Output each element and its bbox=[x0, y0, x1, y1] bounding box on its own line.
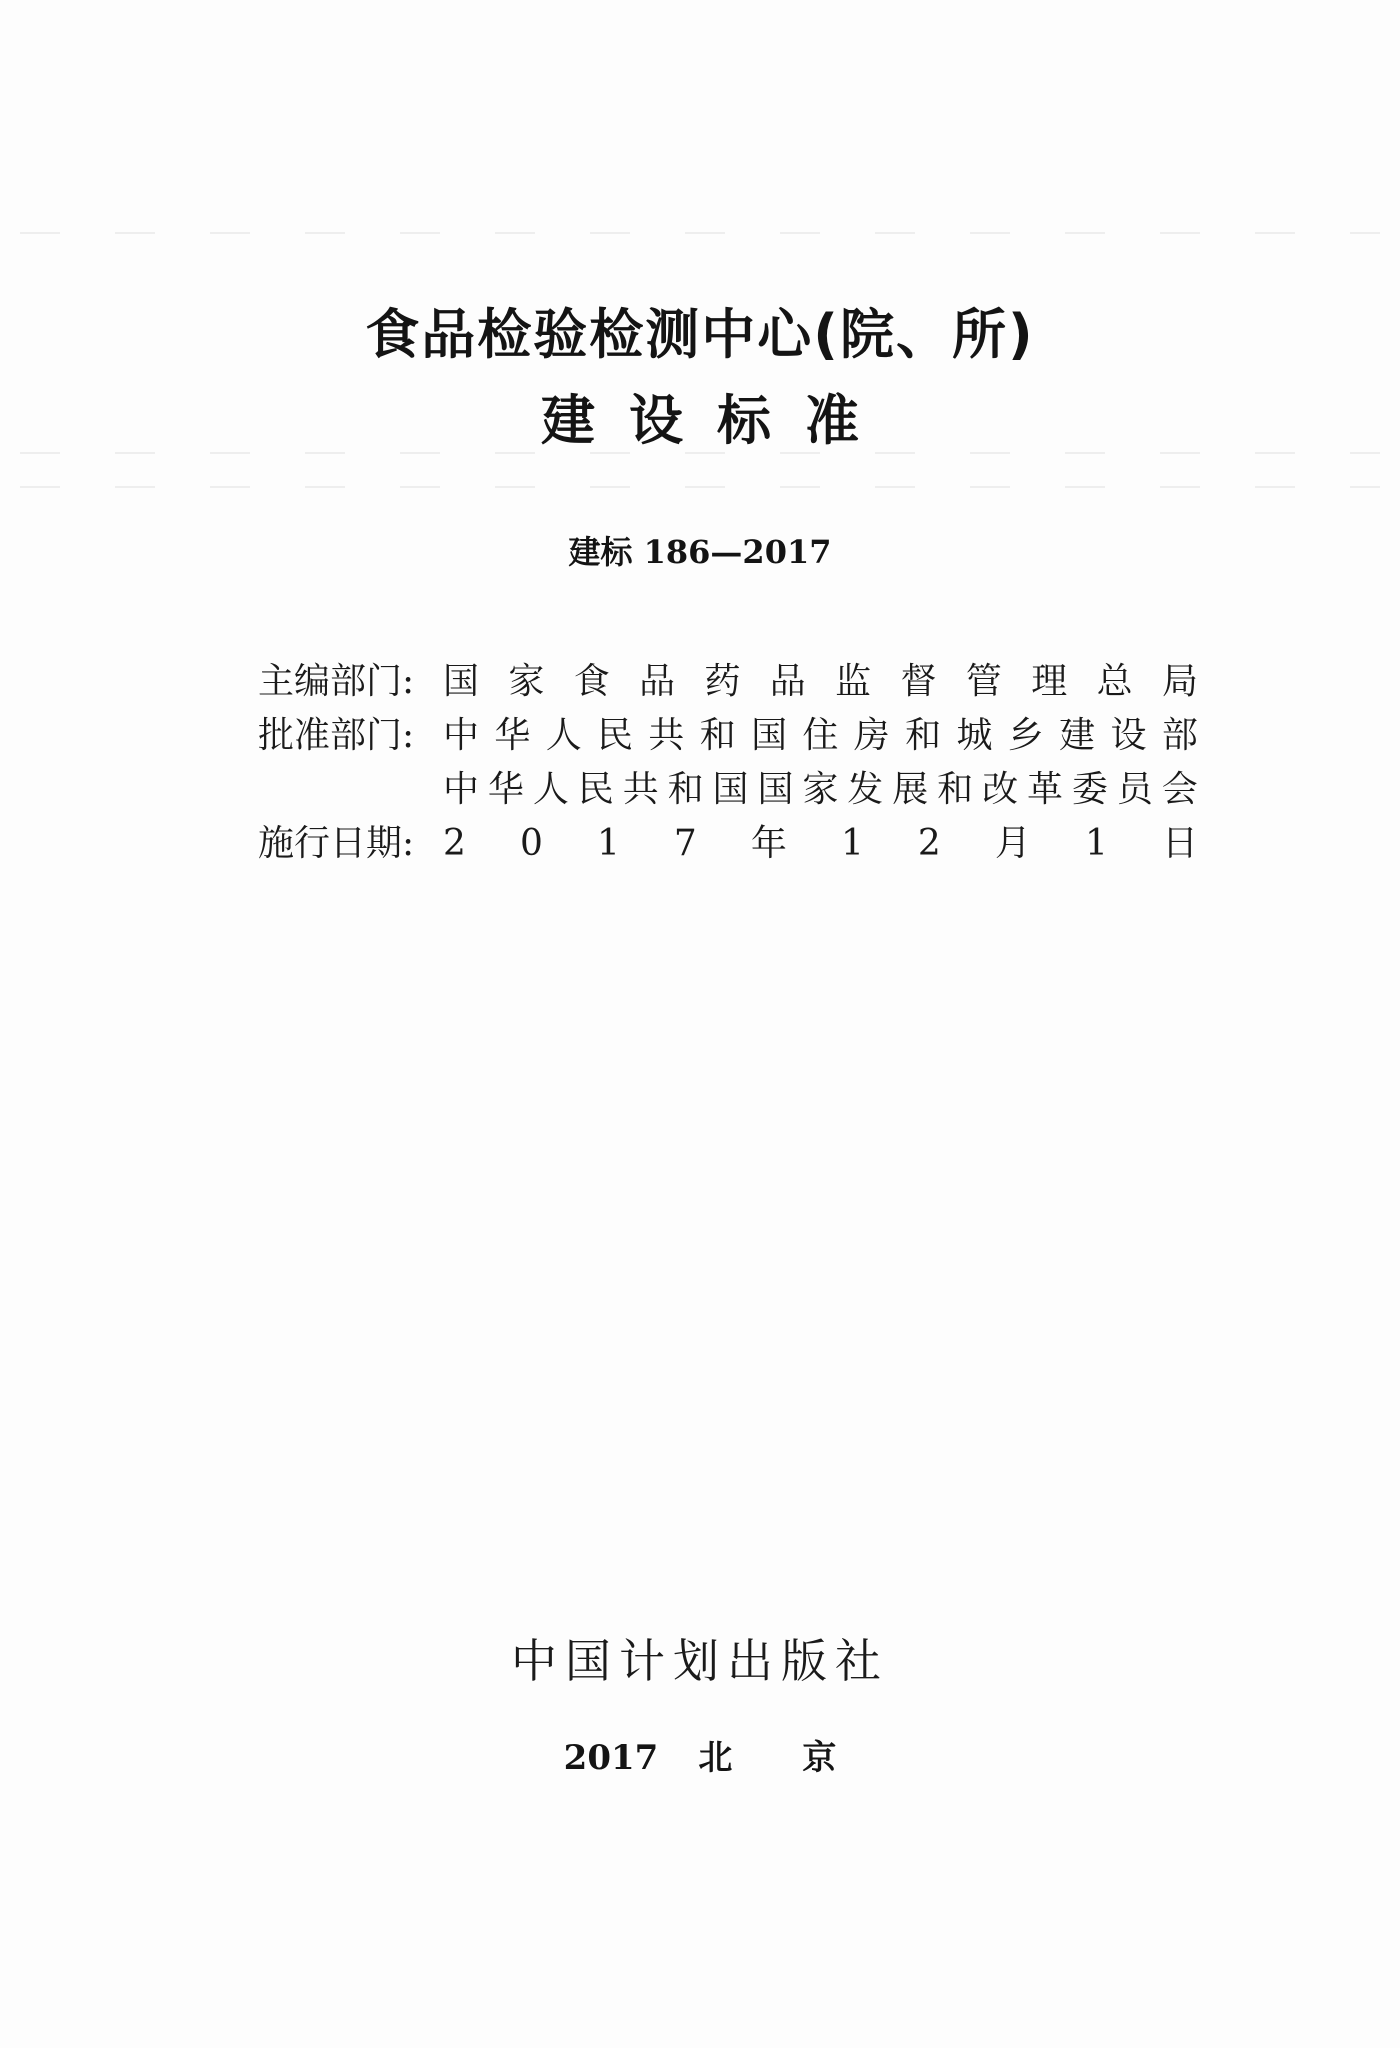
info-value-effective-date bbox=[443, 817, 1198, 871]
info-char: 1 bbox=[840, 823, 864, 864]
info-char: 发 bbox=[847, 769, 884, 810]
info-char: 国 bbox=[757, 769, 794, 810]
info-char: 国 bbox=[751, 715, 788, 756]
info-row-effective-date bbox=[258, 817, 1198, 871]
info-char: 和 bbox=[667, 769, 704, 810]
info-char: 会 bbox=[1161, 769, 1198, 810]
title-line-2: 建设标准 bbox=[541, 389, 893, 452]
info-char: 局 bbox=[1161, 661, 1198, 702]
info-label-approver-2 bbox=[258, 763, 443, 817]
info-char: 共 bbox=[648, 715, 685, 756]
publication-year-city bbox=[0, 1730, 1400, 1779]
info-char: 品 bbox=[639, 661, 676, 702]
info-char: 药 bbox=[704, 661, 741, 702]
info-char: 建 bbox=[1059, 715, 1096, 756]
info-label-effective-date: 施行日期: bbox=[258, 823, 415, 864]
info-row-approver bbox=[258, 709, 1198, 763]
info-char: 0 bbox=[519, 823, 543, 864]
info-char: 7 bbox=[673, 823, 697, 864]
info-row-approver-2 bbox=[258, 763, 1198, 817]
publication-city-char-2: 京 bbox=[802, 1738, 837, 1778]
info-char: 委 bbox=[1071, 769, 1108, 810]
info-char: 人 bbox=[532, 769, 569, 810]
info-char: 员 bbox=[1116, 769, 1153, 810]
info-char: 1 bbox=[1084, 823, 1108, 864]
publication-city-char-1: 北 bbox=[698, 1738, 733, 1778]
publication-year: 2017 bbox=[563, 1738, 659, 1778]
info-char: 日 bbox=[1161, 823, 1198, 864]
info-char: 国 bbox=[712, 769, 749, 810]
info-char: 乡 bbox=[1007, 715, 1044, 756]
info-char: 年 bbox=[750, 823, 787, 864]
info-char: 1 bbox=[596, 823, 620, 864]
info-value-approver bbox=[443, 709, 1198, 763]
standard-number: 建标 186—2017 bbox=[568, 533, 832, 571]
info-char: 城 bbox=[956, 715, 993, 756]
info-char: 2 bbox=[443, 823, 466, 864]
info-char: 民 bbox=[597, 715, 634, 756]
info-char: 中 bbox=[443, 769, 480, 810]
info-char: 月 bbox=[994, 823, 1031, 864]
info-value-approver-2 bbox=[443, 763, 1198, 817]
info-char: 品 bbox=[769, 661, 806, 702]
info-char: 华 bbox=[494, 715, 531, 756]
info-char: 革 bbox=[1026, 769, 1063, 810]
info-char: 房 bbox=[853, 715, 890, 756]
info-char: 家 bbox=[508, 661, 545, 702]
info-char: 理 bbox=[1031, 661, 1068, 702]
info-char: 国 bbox=[443, 661, 480, 702]
info-char: 和 bbox=[699, 715, 736, 756]
info-char: 食 bbox=[573, 661, 610, 702]
info-char: 共 bbox=[622, 769, 659, 810]
info-char: 展 bbox=[892, 769, 929, 810]
info-char: 改 bbox=[982, 769, 1019, 810]
info-char: 华 bbox=[487, 769, 524, 810]
title-line-1: 食品检验检测中心(院、所) bbox=[365, 303, 1035, 366]
info-char: 总 bbox=[1096, 661, 1133, 702]
info-char: 和 bbox=[905, 715, 942, 756]
scan-artifact-line bbox=[20, 486, 1380, 488]
publisher-name: 中国计划出版社 bbox=[511, 1634, 889, 1688]
info-char: 住 bbox=[802, 715, 839, 756]
info-char: 管 bbox=[965, 661, 1002, 702]
info-row-editor bbox=[258, 655, 1198, 709]
info-char: 民 bbox=[577, 769, 614, 810]
info-char: 部 bbox=[1161, 715, 1198, 756]
info-char: 中 bbox=[443, 715, 480, 756]
info-value-editor bbox=[443, 655, 1198, 709]
info-char: 督 bbox=[900, 661, 937, 702]
scan-artifact-line bbox=[20, 232, 1380, 234]
info-label-editor: 主编部门: bbox=[258, 661, 415, 702]
info-char: 和 bbox=[937, 769, 974, 810]
info-char: 设 bbox=[1110, 715, 1147, 756]
info-char: 家 bbox=[802, 769, 839, 810]
info-block bbox=[258, 655, 1198, 871]
info-label-approver: 批准部门: bbox=[258, 715, 415, 756]
info-char: 2 bbox=[917, 823, 941, 864]
info-char: 人 bbox=[545, 715, 582, 756]
info-char: 监 bbox=[835, 661, 872, 702]
